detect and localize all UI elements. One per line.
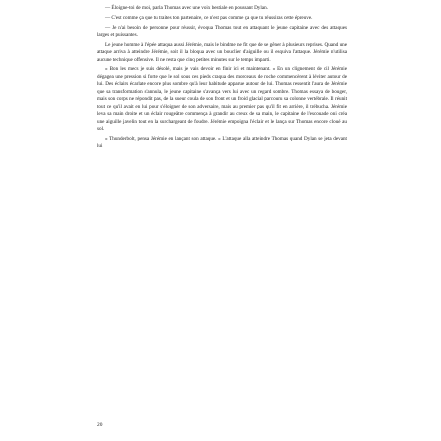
paragraph: — Éloigne-toi de moi, parla Thomas avec une voix bestiale en poussant Dylan. [105, 5, 268, 11]
paragraph: — Je n'ai besoin de personne pour réussir, évoqua Thomas tout en attaquant le jeune capitaine avec des attaques larges et puissantes. [97, 24, 347, 38]
body-text [97, 5, 347, 153]
page-number: 20 [97, 422, 103, 428]
paragraph: « Thunderbolt, pensa Jérémie en lançant son attaque. » L'attaque alla atteindre Thomas quand Dylan se jeta devant lui [97, 135, 347, 150]
paragraph: — C'est comme ça que tu traites ton partenaire, ce n'est pas comme ça que tu réussiras cette épreuve. [105, 14, 313, 21]
paragraph: « Bon les mecs je suis désolé, mais je vais devoir en finir ici et maintenant. » En un clignement de cil Jérémie dégagea une pression si forte que le sol sous ces pieds craqua des morceaux de roche commencèrent à léviter autour de lui. Des éclairs écarlate encore plus sombre qu'à leur habitude apparue autour de lui. Thomas ressentit l'aura de Jérémie que sa transformation s'annula, le jeune capitaine s'avança vers lui avec un regard sombre. Thomas essaya de bouger, mais son corps ne répondit pas, de la sueur coula de son front et un froid glacial parcouru sa colonne vertébrale. Il réunit tout ce qu'il avait en lui pour s'éloigner de son adversaire, mais au premier pas qu'il fit en arrière, il trébucha. Jérémie leva sa main droite et un éclair rougeâtre commença à grandir au creux de sa main, le capitaine de l'escouade oni créa une aiguille javelin tout en la surchargeant de foudre. Jérémie empoigna l'éclair et le lança sur Thomas encore cloué au sol. [97, 66, 347, 132]
paragraph: Le jeune homme à l'épée attaqua aussi Jérémie, mais le bindme ne fit que de se gêner à plusieurs reprises. Quand une attaque arriva à atteindre Jérémie, soit il la bloqua avec un bouclier d'aiguille ou il esquiva l'attaque. Jérémie n'utilisa aucune technique offensive. Il ne resta que cinq petites minutes sur le temps imparti. [97, 41, 347, 63]
